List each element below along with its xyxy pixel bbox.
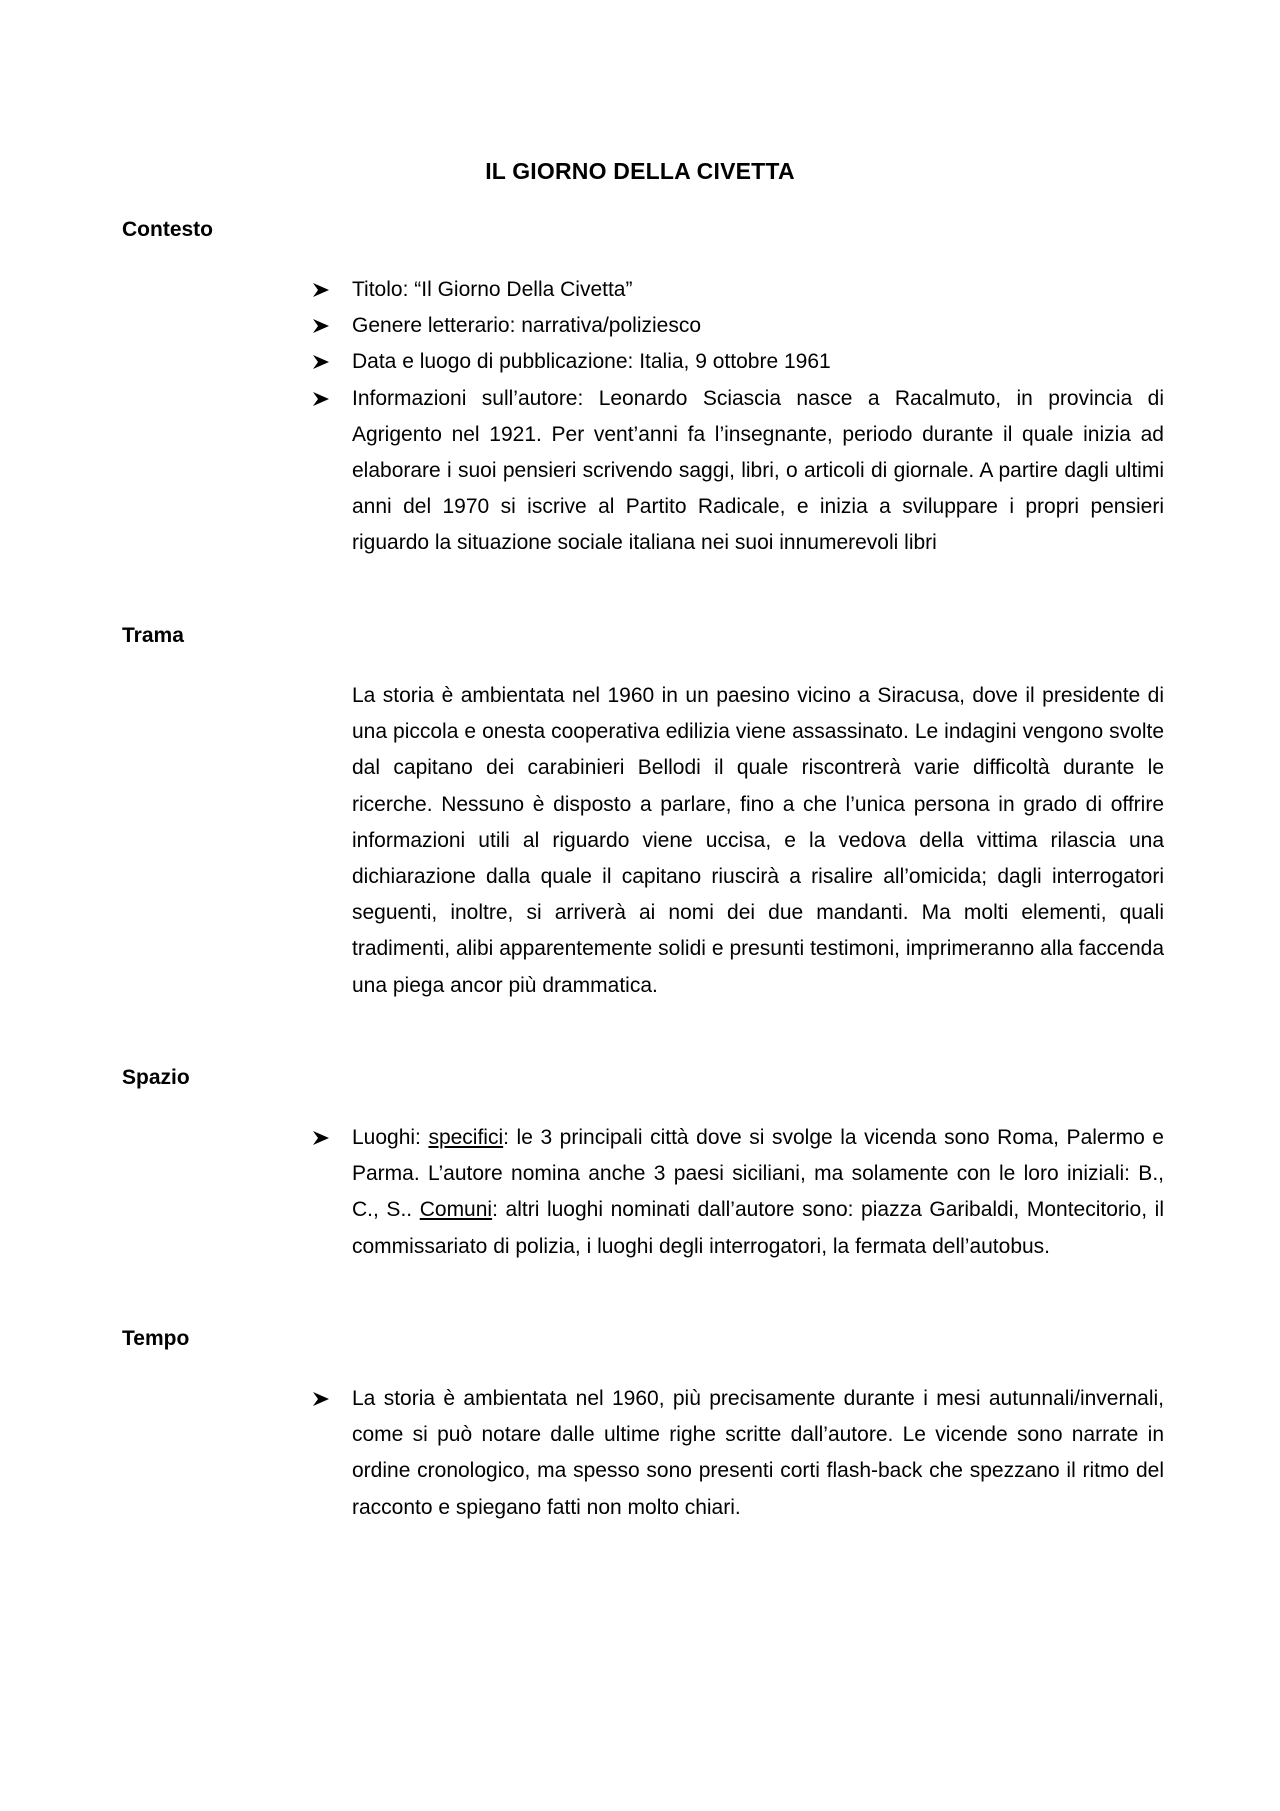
spazio-bullet-list bbox=[352, 1120, 1164, 1265]
bullet-text-part: : altri luoghi nominati dall’autore sono: piazza Garibaldi, Montecitorio, il commissariato di polizia, i luoghi degli interrogatori, la fermata dell’autobus. bbox=[352, 1198, 1164, 1258]
section-contesto-content bbox=[352, 272, 1164, 562]
trama-paragraph: La storia è ambientata nel 1960 in un paesino vicino a Siracusa, dove il presidente di una piccola e onesta cooperativa edilizia viene assassinato. Le indagini vengono svolte dal capitano dei carabinieri Bellodi il quale riscontrerà varie difficoltà durante le ricerche. Nessuno è disposto a parlare, fino a che l’unica persona in grado di offrire informazioni utili al riguardo viene uccisa, e la vedova della vittima rilascia una dichiarazione dalla quale il capitano riuscirà a risalire all’omicida; dagli interrogatori seguenti, inoltre, si arriverà ai nomi dei due mandanti. Ma molti elementi, quali tradimenti, alibi apparentemente solidi e presunti testimoni, imprimeranno alla faccenda una piega ancor più drammatica. bbox=[352, 684, 1164, 997]
underlined-term-comuni: Comuni bbox=[419, 1198, 493, 1222]
arrowhead-bullet-icon bbox=[312, 391, 330, 407]
contesto-bullet-list bbox=[352, 272, 1164, 562]
bullet-text-part: : le 3 principali città dove si svolge la vicenda sono Roma, Palermo e Parma. L’autore nomina anche 3 paesi siciliani, ma solamente con le loro iniziali: B., C., S.. bbox=[352, 1126, 1164, 1222]
section-heading-contesto: Contesto bbox=[122, 218, 213, 241]
bullet-text: La storia è ambientata nel 1960, più precisamente durante i mesi autunnali/invernali, come si può notare dalle ultime righe scritte dall’autore. Le vicende sono narrate in ordine cronologico, ma spesso sono presenti corti flash-back che spezzano il ritmo del racconto e spiegano fatti non molto chiari. bbox=[352, 1387, 1164, 1519]
list-item bbox=[352, 381, 1164, 562]
arrowhead-bullet-icon bbox=[312, 1130, 330, 1146]
section-trama-content bbox=[352, 678, 1164, 1004]
section-tempo-content bbox=[352, 1381, 1164, 1526]
document-title: IL GIORNO DELLA CIVETTA bbox=[485, 158, 795, 184]
bullet-prefix: Luoghi: bbox=[352, 1126, 429, 1149]
arrowhead-bullet-icon bbox=[312, 318, 330, 334]
list-item bbox=[352, 1120, 1164, 1265]
bullet-text: Informazioni sull’autore: Leonardo Sciascia nasce a Racalmuto, in provincia di Agrigento nel 1921. Per vent’anni fa l’insegnante, periodo durante il quale inizia ad elaborare i suoi pensieri scrivendo saggi, libri, o articoli di giornale. A partire dagli ultimi anni del 1970 si iscrive al Partito Radicale, e inizia a sviluppare i propri pensieri riguardo la situazione sociale italiana nei suoi innumerevoli libri bbox=[352, 386, 1164, 555]
arrowhead-bullet-icon bbox=[312, 282, 330, 298]
section-heading-trama: Trama bbox=[122, 624, 184, 647]
bullet-text: Data e luogo di pubblicazione: Italia, 9 ottobre 1961 bbox=[352, 350, 831, 374]
bullet-text: Titolo: “Il Giorno Della Civetta” bbox=[352, 278, 633, 301]
tempo-bullet-list bbox=[352, 1381, 1164, 1526]
bullet-text: Genere letterario: narrativa/poliziesco bbox=[352, 314, 702, 338]
underlined-term-specifici: specifici bbox=[428, 1126, 504, 1149]
arrowhead-bullet-icon bbox=[312, 354, 330, 370]
list-item bbox=[352, 344, 1164, 380]
list-item bbox=[352, 308, 1164, 344]
section-spazio-content bbox=[352, 1120, 1164, 1265]
section-heading-tempo: Tempo bbox=[122, 1327, 190, 1350]
list-item bbox=[352, 272, 1164, 308]
arrowhead-bullet-icon bbox=[312, 1391, 330, 1407]
section-heading-spazio: Spazio bbox=[122, 1066, 190, 1089]
list-item bbox=[352, 1381, 1164, 1526]
